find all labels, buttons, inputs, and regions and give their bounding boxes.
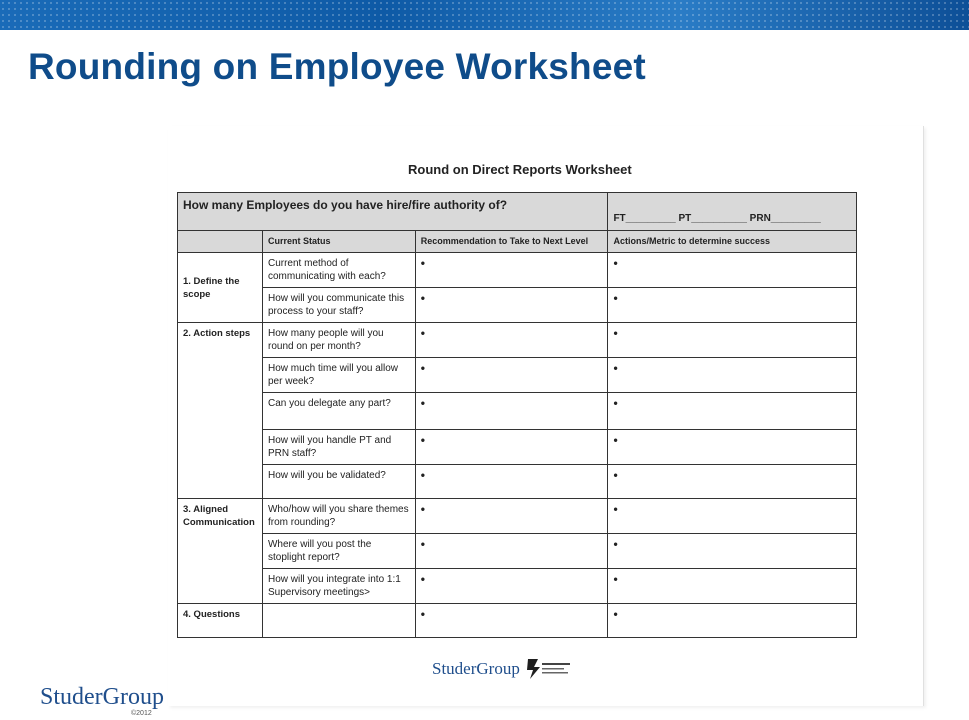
empty-header-cell xyxy=(178,231,263,253)
question-header-row xyxy=(178,193,857,231)
status-question: How will you be validated? xyxy=(262,465,415,499)
hire-fire-question: How many Employees do you have hire/fire authority of? xyxy=(178,193,608,231)
status-question: How will you integrate into 1:1 Supervisory meetings> xyxy=(262,569,415,604)
lightning-logo-icon xyxy=(524,657,574,681)
top-decorative-band xyxy=(0,0,969,30)
action-bullet: • xyxy=(608,288,857,323)
action-bullet: • xyxy=(608,358,857,393)
step-label: 3. Aligned Communication xyxy=(178,499,263,604)
recommendation-bullet: • xyxy=(415,465,608,499)
recommendation-bullet: • xyxy=(415,323,608,358)
recommendation-bullet: • xyxy=(415,604,608,638)
status-question xyxy=(262,604,415,638)
status-question: Can you delegate any part? xyxy=(262,393,415,430)
ft-pt-prn-fields: FT_________ PT__________ PRN_________ xyxy=(608,193,857,231)
table-row xyxy=(178,430,857,465)
status-question: How will you handle PT and PRN staff? xyxy=(262,430,415,465)
table-row xyxy=(178,569,857,604)
recommendation-bullet: • xyxy=(415,534,608,569)
column-header-recommendation: Recommendation to Take to Next Level xyxy=(415,231,608,253)
recommendation-bullet: • xyxy=(415,253,608,288)
worksheet-table xyxy=(177,192,857,638)
action-bullet: • xyxy=(608,253,857,288)
action-bullet: • xyxy=(608,465,857,499)
column-header-current-status: Current Status xyxy=(262,231,415,253)
table-row xyxy=(178,288,857,323)
document-logo-text: StuderGroup xyxy=(432,659,520,678)
table-row xyxy=(178,323,857,358)
recommendation-bullet: • xyxy=(415,288,608,323)
footer-copyright: ©2012 xyxy=(131,710,152,717)
action-bullet: • xyxy=(608,604,857,638)
table-row xyxy=(178,499,857,534)
column-header-row xyxy=(178,231,857,253)
action-bullet: • xyxy=(608,393,857,430)
recommendation-bullet: • xyxy=(415,499,608,534)
status-question: How many people will you round on per month? xyxy=(262,323,415,358)
action-bullet: • xyxy=(608,569,857,604)
step-label: 4. Questions xyxy=(178,604,263,638)
document-logo xyxy=(432,654,574,684)
status-question: Where will you post the stoplight report? xyxy=(262,534,415,569)
recommendation-bullet: • xyxy=(415,393,608,430)
action-bullet: • xyxy=(608,499,857,534)
column-header-actions-metric: Actions/Metric to determine success xyxy=(608,231,857,253)
status-question: How will you communicate this process to your staff? xyxy=(262,288,415,323)
table-row xyxy=(178,253,857,288)
recommendation-bullet: • xyxy=(415,430,608,465)
slide-title: Rounding on Employee Worksheet xyxy=(28,46,646,87)
recommendation-bullet: • xyxy=(415,358,608,393)
status-question: Current method of communicating with each? xyxy=(262,253,415,288)
table-row xyxy=(178,358,857,393)
worksheet-document xyxy=(168,126,924,706)
footer-logo: StuderGroup xyxy=(40,684,164,710)
recommendation-bullet: • xyxy=(415,569,608,604)
action-bullet: • xyxy=(608,323,857,358)
worksheet-title: Round on Direct Reports Worksheet xyxy=(408,162,632,177)
table-row xyxy=(178,465,857,499)
table-row xyxy=(178,534,857,569)
status-question: How much time will you allow per week? xyxy=(262,358,415,393)
step-label: 2. Action steps xyxy=(178,323,263,499)
action-bullet: • xyxy=(608,430,857,465)
status-question: Who/how will you share themes from rounding? xyxy=(262,499,415,534)
table-row xyxy=(178,604,857,638)
action-bullet: • xyxy=(608,534,857,569)
table-row xyxy=(178,393,857,430)
step-label: 1. Define the scope xyxy=(178,253,263,323)
